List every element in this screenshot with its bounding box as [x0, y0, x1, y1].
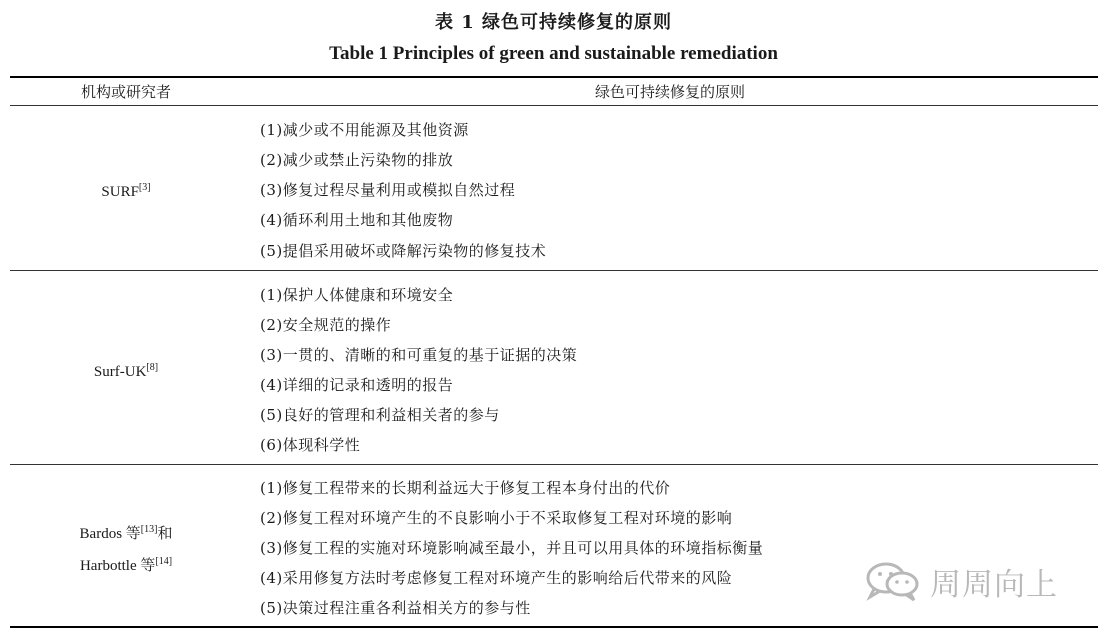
table-title-cn: 表 1 绿色可持续修复的原则 — [434, 12, 673, 33]
row-divider — [10, 270, 1098, 271]
principle-item: (3)修复过程尽量利用或模拟自然过程 — [260, 181, 516, 199]
principle-item: (3)修复工程的实施对环境影响减至最小，并且可以用具体的环境指标衡量 — [260, 539, 764, 557]
citation: [3] — [138, 182, 151, 193]
principle-item: (6)体现科学性 — [260, 436, 361, 454]
citation: [8] — [146, 362, 159, 373]
principle-item: (1)减少或不用能源及其他资源 — [260, 121, 469, 139]
org-bardos — [10, 516, 242, 548]
org-surf-uk — [10, 354, 242, 386]
principle-item: (5)决策过程注重各利益相关方的参与性 — [260, 599, 531, 617]
principle-item: (1)修复工程带来的长期利益远大于修复工程本身付出的代价 — [260, 479, 671, 497]
top-rule — [10, 76, 1098, 78]
org-name: Surf-UK — [93, 364, 147, 380]
header-organization: 机构或研究者 — [80, 83, 171, 101]
conjunction: 和 — [157, 526, 173, 542]
table-title-en: Table 1 Principles of green and sustainable remediation — [329, 43, 778, 64]
citation: [13] — [140, 524, 158, 535]
principle-item: (4)详细的记录和透明的报告 — [260, 376, 454, 394]
org-name: Bardos 等 — [79, 526, 141, 542]
principle-item: (4)循环利用土地和其他废物 — [260, 211, 454, 229]
principle-item: (3)一贯的、清晰的和可重复的基于证据的决策 — [260, 346, 578, 364]
principle-item: (2)安全规范的操作 — [260, 316, 392, 334]
principle-item: (1)保护人体健康和环境安全 — [260, 286, 454, 304]
org-surf — [10, 174, 242, 206]
principle-item: (2)修复工程对环境产生的不良影响小于不采取修复工程对环境的影响 — [260, 509, 733, 527]
row-divider — [10, 464, 1098, 465]
org-harbottle — [10, 548, 242, 580]
principle-item: (5)提倡采用破坏或降解污染物的修复技术 — [260, 242, 547, 260]
citation: [14] — [155, 556, 173, 567]
principle-item: (4)采用修复方法时考虑修复工程对环境产生的影响给后代带来的风险 — [260, 569, 733, 587]
principle-item: (2)减少或禁止污染物的排放 — [260, 151, 454, 169]
principle-item: (5)良好的管理和利益相关者的参与 — [260, 406, 500, 424]
org-name: SURF — [101, 184, 139, 200]
header-rule — [10, 105, 1098, 106]
wechat-icon — [864, 558, 924, 602]
org-name: Harbottle 等 — [79, 558, 156, 574]
header-principles: 绿色可持续修复的原则 — [594, 83, 745, 101]
watermark-text: 周周向上 — [930, 567, 1058, 603]
bottom-rule — [10, 626, 1098, 628]
